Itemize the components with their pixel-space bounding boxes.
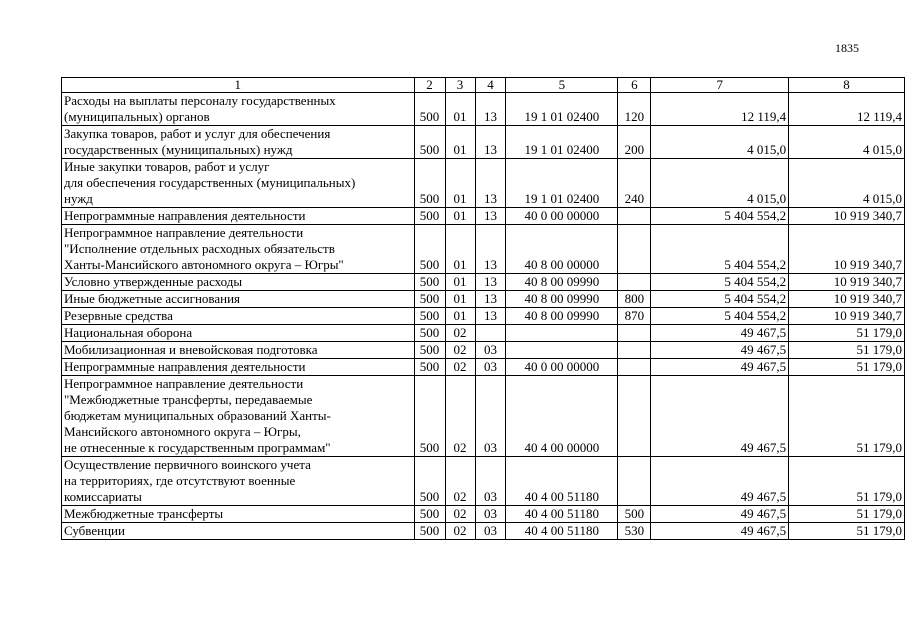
column-5-cell: 19 1 01 02400 <box>506 126 618 159</box>
column-6-cell: 120 <box>618 93 651 126</box>
column-3-cell: 02 <box>445 325 475 342</box>
column-4-cell: 13 <box>475 208 506 225</box>
column-4-cell: 03 <box>475 457 506 506</box>
row-name-cell: Условно утвержденные расходы <box>62 274 415 291</box>
column-4-cell: 13 <box>475 126 506 159</box>
column-3-cell: 02 <box>445 342 475 359</box>
table-row <box>62 506 905 523</box>
column-7-cell: 49 467,5 <box>651 457 789 506</box>
column-6-cell <box>618 359 651 376</box>
column-8-cell: 51 179,0 <box>789 523 905 540</box>
column-3-cell: 01 <box>445 225 475 274</box>
column-2-cell: 500 <box>414 342 445 359</box>
column-3-cell: 01 <box>445 291 475 308</box>
table-row <box>62 291 905 308</box>
column-3-cell: 02 <box>445 506 475 523</box>
column-8-cell: 4 015,0 <box>789 159 905 208</box>
row-name-cell: Резервные средства <box>62 308 415 325</box>
table-row <box>62 126 905 159</box>
column-6-cell: 500 <box>618 506 651 523</box>
column-2-cell: 500 <box>414 376 445 457</box>
column-2-cell: 500 <box>414 159 445 208</box>
row-name-cell: Непрограммное направление деятельности "Исполнение отдельных расходных обязательств Ханты-Мансийского автономного округа – Югры" <box>62 225 415 274</box>
column-header: 6 <box>618 78 651 93</box>
column-7-cell: 5 404 554,2 <box>651 225 789 274</box>
column-4-cell: 03 <box>475 376 506 457</box>
column-2-cell: 500 <box>414 359 445 376</box>
row-name-cell: Национальная оборона <box>62 325 415 342</box>
column-5-cell: 40 8 00 00000 <box>506 225 618 274</box>
column-6-cell: 200 <box>618 126 651 159</box>
column-8-cell: 10 919 340,7 <box>789 291 905 308</box>
column-header: 1 <box>62 78 415 93</box>
row-name-cell: Иные закупки товаров, работ и услуг для обеспечения государственных (муниципальных) нужд <box>62 159 415 208</box>
column-7-cell: 5 404 554,2 <box>651 308 789 325</box>
column-5-cell: 40 8 00 09990 <box>506 274 618 291</box>
column-4-cell: 13 <box>475 159 506 208</box>
column-2-cell: 500 <box>414 225 445 274</box>
column-8-cell: 51 179,0 <box>789 359 905 376</box>
budget-table <box>61 77 905 540</box>
column-7-cell: 4 015,0 <box>651 159 789 208</box>
column-4-cell: 13 <box>475 274 506 291</box>
table-row <box>62 308 905 325</box>
table-row <box>62 225 905 274</box>
column-6-cell: 800 <box>618 291 651 308</box>
column-4-cell <box>475 325 506 342</box>
column-8-cell: 51 179,0 <box>789 506 905 523</box>
table-row <box>62 523 905 540</box>
column-5-cell: 19 1 01 02400 <box>506 159 618 208</box>
row-name-cell: Иные бюджетные ассигнования <box>62 291 415 308</box>
column-5-cell: 40 4 00 51180 <box>506 457 618 506</box>
column-8-cell: 10 919 340,7 <box>789 274 905 291</box>
column-5-cell: 40 0 00 00000 <box>506 359 618 376</box>
table-header-row <box>62 78 905 93</box>
row-name-cell: Непрограммные направления деятельности <box>62 208 415 225</box>
column-2-cell: 500 <box>414 126 445 159</box>
column-4-cell: 03 <box>475 342 506 359</box>
column-8-cell: 51 179,0 <box>789 325 905 342</box>
page-number: 1835 <box>835 41 859 55</box>
column-header: 8 <box>789 78 905 93</box>
row-name-cell: Закупка товаров, работ и услуг для обеспечения государственных (муниципальных) нужд <box>62 126 415 159</box>
column-3-cell: 02 <box>445 457 475 506</box>
column-6-cell <box>618 342 651 359</box>
column-3-cell: 01 <box>445 274 475 291</box>
column-8-cell: 12 119,4 <box>789 93 905 126</box>
column-6-cell: 530 <box>618 523 651 540</box>
table-row <box>62 208 905 225</box>
column-8-cell: 4 015,0 <box>789 126 905 159</box>
column-7-cell: 49 467,5 <box>651 359 789 376</box>
column-5-cell: 19 1 01 02400 <box>506 93 618 126</box>
column-8-cell: 10 919 340,7 <box>789 208 905 225</box>
column-3-cell: 01 <box>445 93 475 126</box>
column-5-cell <box>506 325 618 342</box>
column-7-cell: 49 467,5 <box>651 325 789 342</box>
table-row <box>62 359 905 376</box>
table-body <box>62 93 905 540</box>
column-4-cell: 13 <box>475 93 506 126</box>
table-row <box>62 376 905 457</box>
column-header: 2 <box>414 78 445 93</box>
column-2-cell: 500 <box>414 308 445 325</box>
column-5-cell: 40 4 00 00000 <box>506 376 618 457</box>
column-5-cell: 40 4 00 51180 <box>506 523 618 540</box>
table-row <box>62 325 905 342</box>
column-5-cell: 40 0 00 00000 <box>506 208 618 225</box>
column-3-cell: 01 <box>445 159 475 208</box>
column-2-cell: 500 <box>414 291 445 308</box>
table-row <box>62 342 905 359</box>
column-4-cell: 13 <box>475 308 506 325</box>
column-2-cell: 500 <box>414 506 445 523</box>
row-name-cell: Осуществление первичного воинского учета на территориях, где отсутствуют военные комиссариаты <box>62 457 415 506</box>
table-row <box>62 159 905 208</box>
column-7-cell: 4 015,0 <box>651 126 789 159</box>
column-5-cell: 40 4 00 51180 <box>506 506 618 523</box>
column-3-cell: 02 <box>445 376 475 457</box>
column-2-cell: 500 <box>414 93 445 126</box>
column-2-cell: 500 <box>414 325 445 342</box>
column-7-cell: 12 119,4 <box>651 93 789 126</box>
column-7-cell: 5 404 554,2 <box>651 274 789 291</box>
column-3-cell: 01 <box>445 208 475 225</box>
column-5-cell: 40 8 00 09990 <box>506 308 618 325</box>
column-6-cell: 870 <box>618 308 651 325</box>
column-2-cell: 500 <box>414 274 445 291</box>
column-7-cell: 49 467,5 <box>651 342 789 359</box>
column-8-cell: 51 179,0 <box>789 376 905 457</box>
column-2-cell: 500 <box>414 208 445 225</box>
column-6-cell <box>618 376 651 457</box>
column-5-cell <box>506 342 618 359</box>
column-3-cell: 02 <box>445 523 475 540</box>
column-8-cell: 51 179,0 <box>789 342 905 359</box>
column-4-cell: 03 <box>475 523 506 540</box>
column-4-cell: 13 <box>475 225 506 274</box>
column-6-cell <box>618 457 651 506</box>
column-3-cell: 02 <box>445 359 475 376</box>
column-8-cell: 51 179,0 <box>789 457 905 506</box>
column-3-cell: 01 <box>445 308 475 325</box>
column-7-cell: 5 404 554,2 <box>651 208 789 225</box>
column-header: 5 <box>506 78 618 93</box>
row-name-cell: Субвенции <box>62 523 415 540</box>
column-2-cell: 500 <box>414 457 445 506</box>
column-4-cell: 03 <box>475 506 506 523</box>
column-6-cell <box>618 325 651 342</box>
column-2-cell: 500 <box>414 523 445 540</box>
row-name-cell: Межбюджетные трансферты <box>62 506 415 523</box>
column-3-cell: 01 <box>445 126 475 159</box>
column-7-cell: 5 404 554,2 <box>651 291 789 308</box>
row-name-cell: Мобилизационная и вневойсковая подготовка <box>62 342 415 359</box>
column-4-cell: 13 <box>475 291 506 308</box>
table-row <box>62 93 905 126</box>
table-row <box>62 274 905 291</box>
column-8-cell: 10 919 340,7 <box>789 308 905 325</box>
row-name-cell: Расходы на выплаты персоналу государственных (муниципальных) органов <box>62 93 415 126</box>
table-row <box>62 457 905 506</box>
column-header: 3 <box>445 78 475 93</box>
column-7-cell: 49 467,5 <box>651 506 789 523</box>
row-name-cell: Непрограммное направление деятельности "Межбюджетные трансферты, передаваемые бюджетам муниципальных образований Ханты- Мансийского автономного округа – Югры, не отнесенные к государственным программам" <box>62 376 415 457</box>
column-7-cell: 49 467,5 <box>651 376 789 457</box>
column-6-cell <box>618 274 651 291</box>
row-name-cell: Непрограммные направления деятельности <box>62 359 415 376</box>
column-8-cell: 10 919 340,7 <box>789 225 905 274</box>
column-header: 7 <box>651 78 789 93</box>
column-6-cell <box>618 225 651 274</box>
column-4-cell: 03 <box>475 359 506 376</box>
column-5-cell: 40 8 00 09990 <box>506 291 618 308</box>
column-header: 4 <box>475 78 506 93</box>
column-6-cell <box>618 208 651 225</box>
column-7-cell: 49 467,5 <box>651 523 789 540</box>
column-6-cell: 240 <box>618 159 651 208</box>
